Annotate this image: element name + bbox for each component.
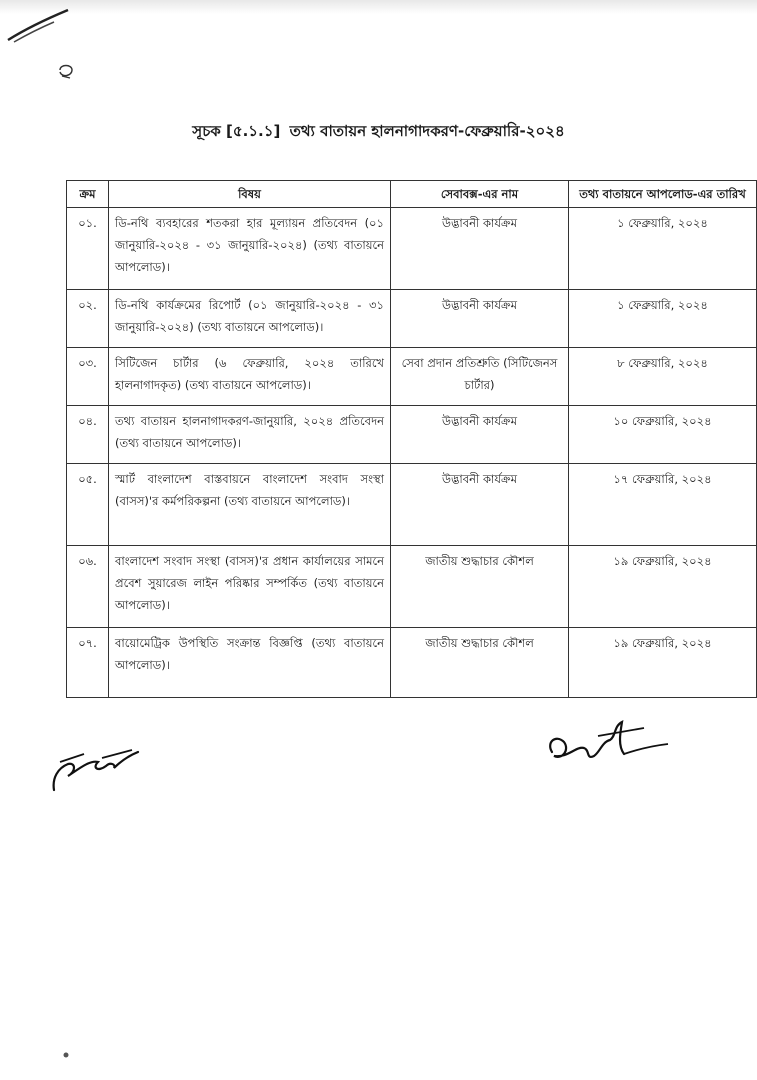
table-row <box>67 464 757 546</box>
ink-dot <box>62 1044 70 1063</box>
header-serial: ক্রম <box>67 181 109 208</box>
row-serial: ০৩. <box>67 348 109 406</box>
scan-edge-shadow <box>0 0 757 14</box>
title-text: তথ্য বাতায়ন হালনাগাদকরণ-ফেব্রুয়ারি-২০২৪ <box>289 122 565 140</box>
row-service-box: উদ্ভাবনী কার্যক্রম <box>391 208 569 290</box>
row-subject: স্মার্ট বাংলাদেশ বাস্তবায়নে বাংলাদেশ সংবাদ সংস্থা (বাসস)'র কর্মপরিকল্পনা (তথ্য বাতায়নে আপলোড)। <box>109 464 391 546</box>
row-service-box: উদ্ভাবনী কার্যক্রম <box>391 290 569 348</box>
signature-left <box>46 738 146 798</box>
row-service-box: উদ্ভাবনী কার্যক্রম <box>391 464 569 546</box>
header-upload-date: তথ্য বাতায়নে আপলোড-এর তারিখ <box>569 181 757 208</box>
table-row <box>67 406 757 464</box>
row-serial: ০৫. <box>67 464 109 546</box>
table-row <box>67 290 757 348</box>
row-service-box: উদ্ভাবনী কার্যক্রম <box>391 406 569 464</box>
row-service-box: সেবা প্রদান প্রতিশ্রুতি (সিটিজেনস চার্টার) <box>391 348 569 406</box>
row-upload-date: ১ ফেব্রুয়ারি, ২০২৪ <box>569 208 757 290</box>
table-row <box>67 628 757 698</box>
row-serial: ০৬. <box>67 546 109 628</box>
signature-right <box>540 712 680 782</box>
row-subject: বাংলাদেশ সংবাদ সংস্থা (বাসস)'র প্রধান কার্যালয়ের সামনে প্রবেশ সুয়ারেজ লাইন পরিষ্কার সম্পর্কিত (তথ্য বাতায়নে আপলোড)। <box>109 546 391 628</box>
row-serial: ০১. <box>67 208 109 290</box>
upload-table <box>66 180 757 698</box>
pen-mark-top-left <box>4 6 74 50</box>
row-upload-date: ৮ ফেব্রুয়ারি, ২০২৪ <box>569 348 757 406</box>
row-serial: ০৪. <box>67 406 109 464</box>
row-upload-date: ১ ফেব্রুয়ারি, ২০২৪ <box>569 290 757 348</box>
row-subject: ডি-নথি কার্যক্রমের রিপোর্ট (০১ জানুয়ারি-২০২৪ - ৩১ জানুয়ারি-২০২৪) (তথ্য বাতায়নে আপলোড)। <box>109 290 391 348</box>
row-subject: বায়োমেট্রিক উপস্থিতি সংক্রান্ত বিজ্ঞপ্তি (তথ্য বাতায়নে আপলোড)। <box>109 628 391 698</box>
row-upload-date: ১৯ ফেব্রুয়ারি, ২০২৪ <box>569 628 757 698</box>
table-row <box>67 546 757 628</box>
header-subject: বিষয় <box>109 181 391 208</box>
header-service-box: সেবাবক্স-এর নাম <box>391 181 569 208</box>
table-row <box>67 348 757 406</box>
row-service-box: জাতীয় শুদ্ধাচার কৌশল <box>391 546 569 628</box>
indicator-code: সূচক [৫.১.১] <box>192 122 281 140</box>
document-title <box>0 120 757 145</box>
row-upload-date: ১৯ ফেব্রুয়ারি, ২০২৪ <box>569 546 757 628</box>
row-subject: ডি-নথি ব্যবহারের শতকরা হার মূল্যায়ন প্রতিবেদন (০১ জানুয়ারি-২০২৪ - ৩১ জানুয়ারি-২০২৪) (তথ্য বাতায়নে আপলোড)। <box>109 208 391 290</box>
row-service-box: জাতীয় শুদ্ধাচার কৌশল <box>391 628 569 698</box>
table-row <box>67 208 757 290</box>
row-serial: ০৭. <box>67 628 109 698</box>
pen-mark-circle <box>56 62 78 86</box>
row-upload-date: ১০ ফেব্রুয়ারি, ২০২৪ <box>569 406 757 464</box>
table-header-row <box>67 181 757 208</box>
row-upload-date: ১৭ ফেব্রুয়ারি, ২০২৪ <box>569 464 757 546</box>
row-subject: তথ্য বাতায়ন হালনাগাদকরণ-জানুয়ারি, ২০২৪ প্রতিবেদন (তথ্য বাতায়নে আপলোড)। <box>109 406 391 464</box>
row-subject: সিটিজেন চার্টার (৬ ফেব্রুয়ারি, ২০২৪ তারিখে হালনাগাদকৃত) (তথ্য বাতায়নে আপলোড)। <box>109 348 391 406</box>
row-serial: ০২. <box>67 290 109 348</box>
